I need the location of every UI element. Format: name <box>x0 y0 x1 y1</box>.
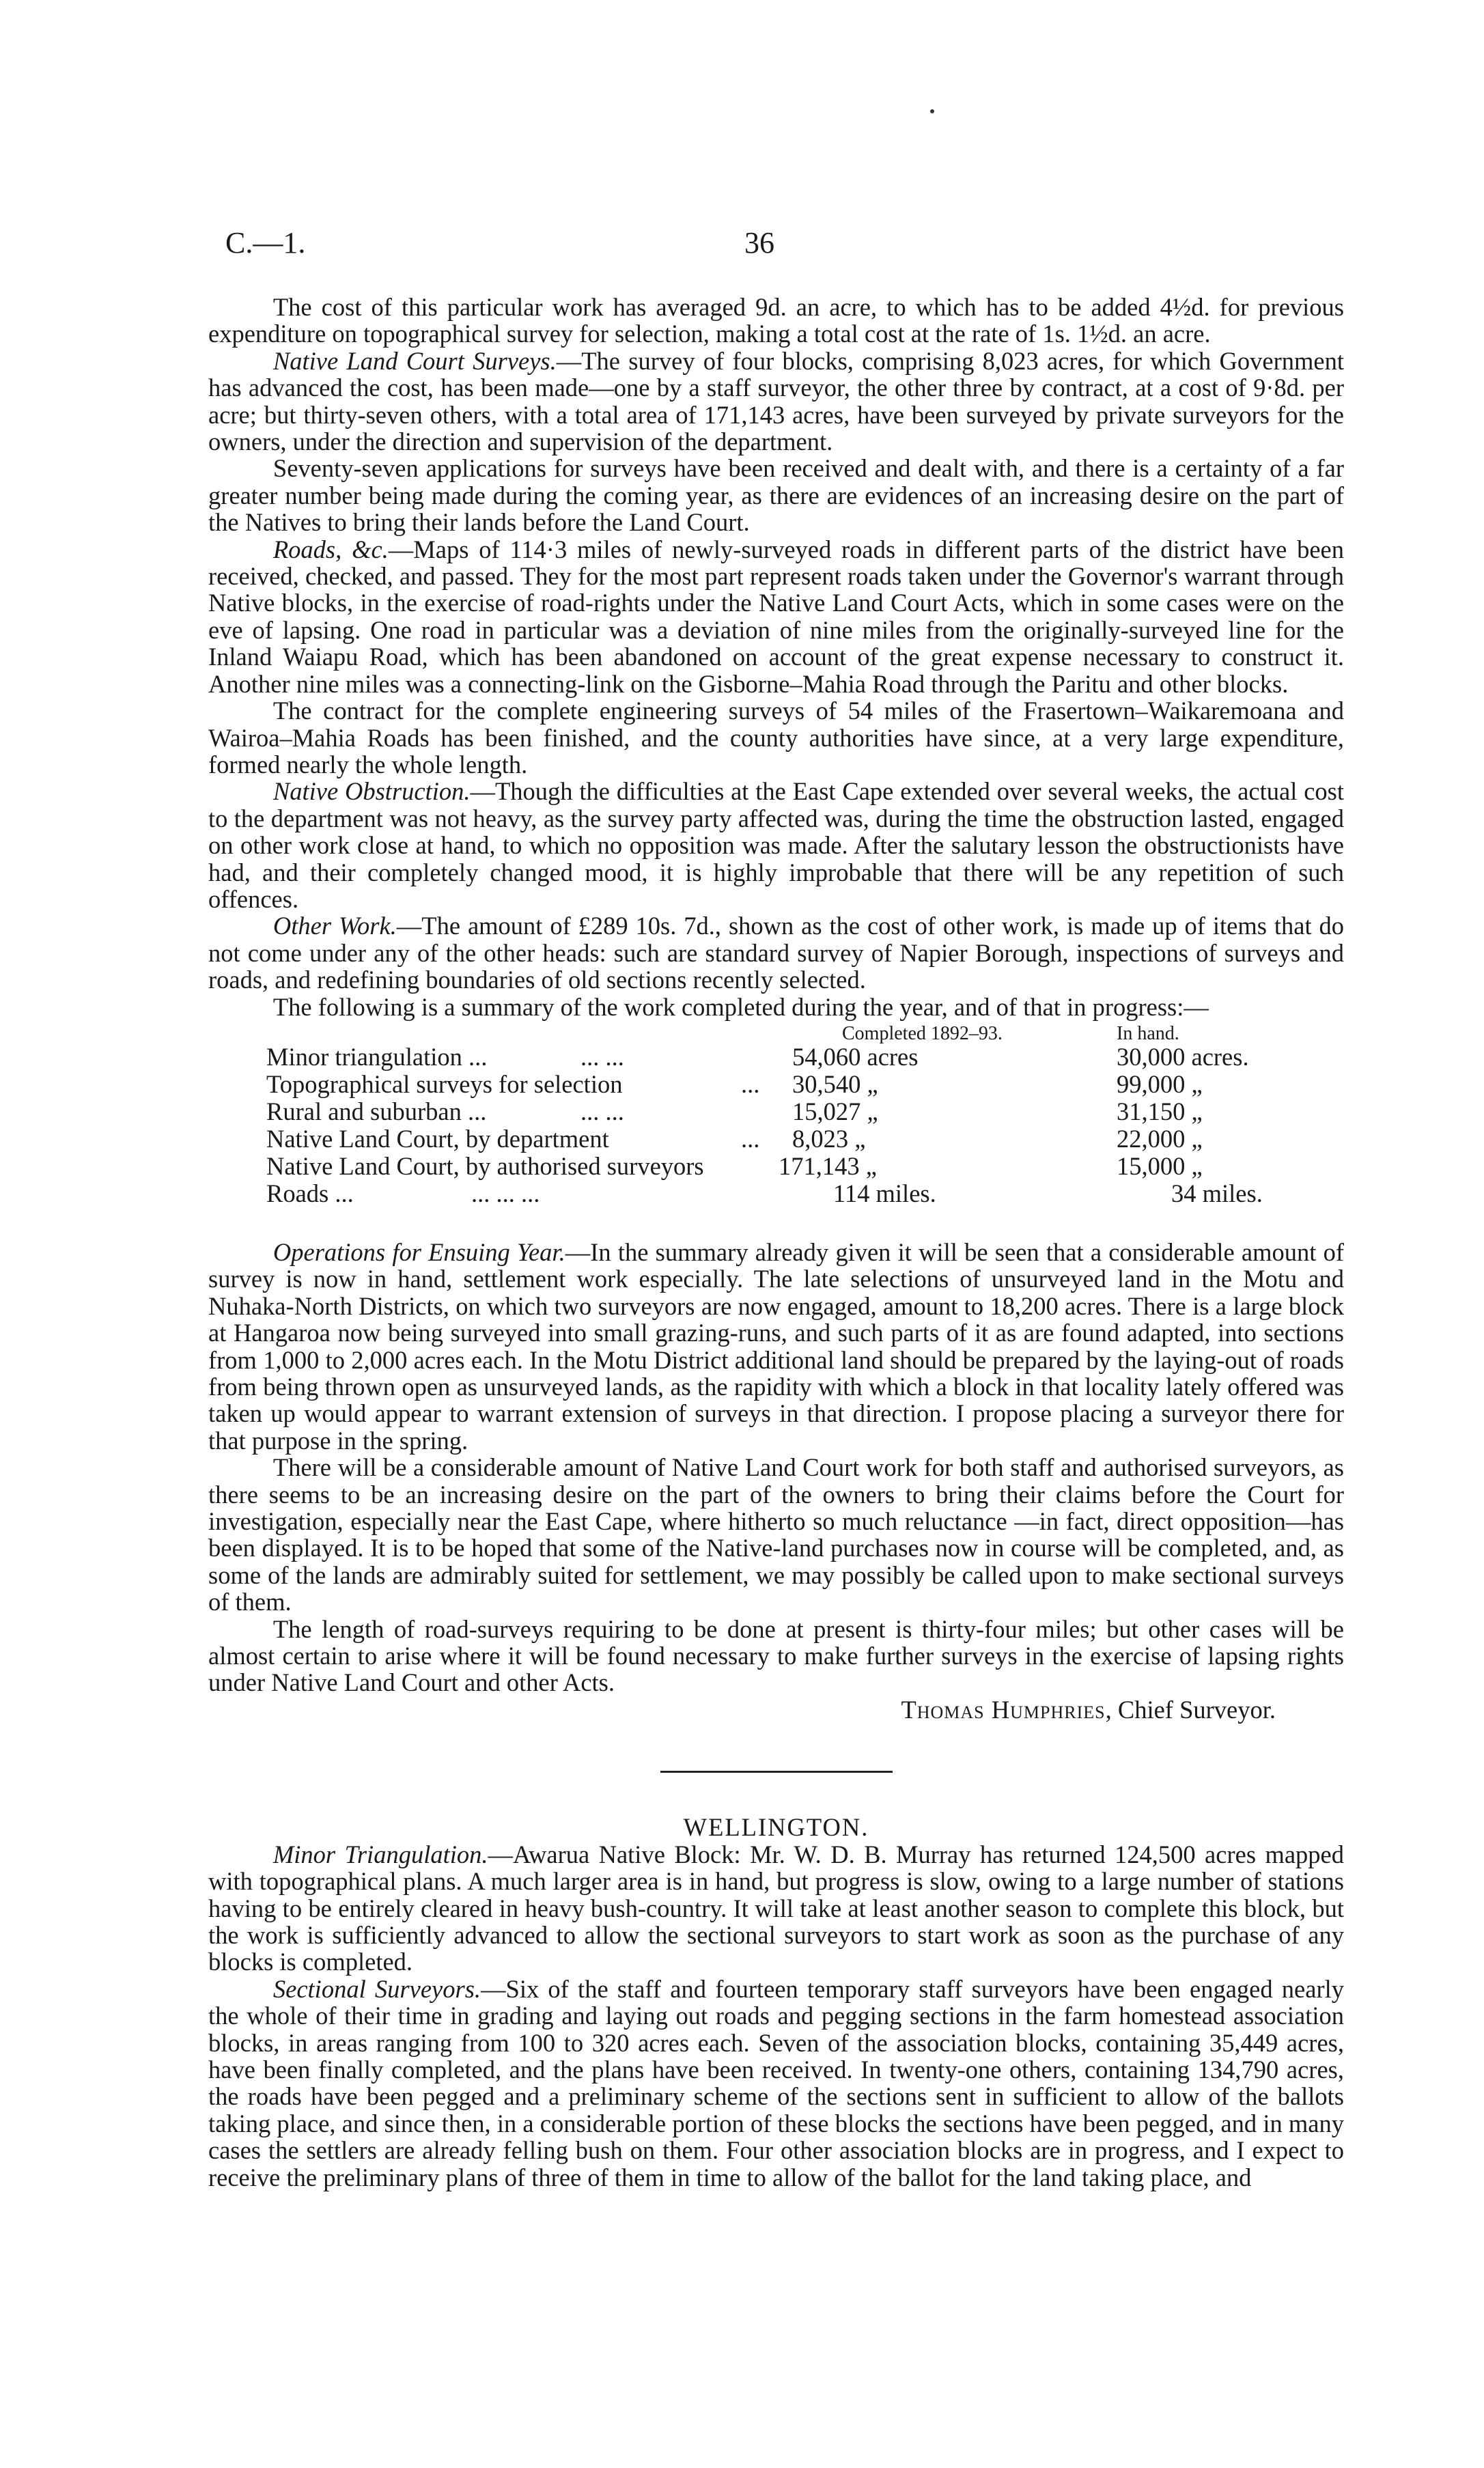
table-row <box>266 1180 1344 1207</box>
paragraph-text: —The survey of four blocks, comprising 8,023 acres, for which Government has advanced the cost, has been made—one by a staff surveyor, the other three by contract, at a cost of 9·8d. per acre; but thirty-seven others, with a total area of 171,143 acres, have been surveyed by private surveyors for the owners, under the direction and supervision of the department. <box>208 346 1344 456</box>
completed-value: 114 miles. <box>833 1179 936 1207</box>
completed-value: 15,027 „ <box>792 1097 878 1125</box>
row-label: Roads ... <box>266 1179 354 1207</box>
paragraph-heading: Roads, &c. <box>272 535 389 563</box>
column-header-in-hand: In hand. <box>1117 1022 1179 1044</box>
paragraph <box>208 348 1344 455</box>
paragraph-text: —Maps of 114·3 miles of newly-surveyed roads in different parts of the district have been received, checked, and passed. They for the most part represent roads taken under the Governor's warrant through Native blocks, in the exercise of road-rights under the Native Land Court Acts, which in some cases were on the eve of lapsing. One road in particular was a deviation of nine miles from the originally-surveyed line for the Inland Waiapu Road, which has been abandoned on account of the great expense necessary to construct it. Another nine miles was a connecting-link on the Gisborne–Mahia Road through the Paritu and other blocks. <box>208 535 1344 698</box>
table-row <box>266 1071 1344 1098</box>
row-label: Native Land Court, by authorised surveyors <box>266 1151 704 1180</box>
document-body <box>208 294 1344 2191</box>
in-hand-value: 15,000 „ <box>1117 1151 1203 1180</box>
completed-value: 30,540 „ <box>792 1069 878 1098</box>
leader-dots: ... <box>741 1124 760 1153</box>
paragraph-text: —Awarua Native Block: Mr. W. D. B. Murray has returned 124,500 acres mapped with topographical plans. A much larger area is in hand, but progress is slow, owing to a large number of stations having to be entirely cleared in heavy bush-country. It will take at least another season to complete this block, but the work is sufficiently advanced to allow the sectional surveyors to start work as soon as the purchase of any blocks is completed. <box>208 1840 1344 1976</box>
in-hand-value: 22,000 „ <box>1117 1124 1203 1153</box>
paragraph: The following is a summary of the work completed during the year, and of that in progress:— <box>272 992 1209 1021</box>
leader-dots: ... ... ... <box>471 1179 540 1207</box>
in-hand-value: 31,150 „ <box>1117 1097 1203 1125</box>
row-label: Rural and suburban ... <box>266 1097 487 1125</box>
paragraph-heading: Other Work. <box>272 912 397 940</box>
ink-speck <box>930 109 934 113</box>
table-row <box>266 1098 1344 1125</box>
table-row <box>266 1153 1344 1180</box>
in-hand-value: 30,000 acres. <box>1117 1042 1249 1071</box>
leader-dots: ... <box>741 1069 760 1098</box>
paragraph: The length of road-surveys requiring to be done at present is thirty-four miles; but other cases will be almost certain to arise where it will be found necessary to make further surveys in the exercise of lapsing rights under Native Land Court and other Acts. <box>208 1614 1344 1697</box>
signature-line <box>208 1696 1344 1723</box>
completed-value: 171,143 „ <box>779 1151 877 1180</box>
section-divider <box>660 1771 893 1773</box>
in-hand-value: 34 miles. <box>1171 1179 1263 1207</box>
section-title: WELLINGTON. <box>683 1813 869 1842</box>
summary-table <box>208 1020 1344 1239</box>
in-hand-value: 99,000 „ <box>1117 1069 1203 1098</box>
completed-value: 54,060 acres <box>792 1042 919 1071</box>
row-label: Native Land Court, by department <box>266 1124 609 1153</box>
paragraph-heading: Sectional Surveyors. <box>272 1974 481 2003</box>
signature-name: Thomas Humphries <box>901 1695 1106 1724</box>
leader-dots: ... ... <box>580 1042 624 1071</box>
paragraph <box>208 1841 1344 1976</box>
paragraph: The cost of this particular work has averaged 9d. an acre, to which has to be added 4½d. for previous expenditure on topographical survey for selection, making a total cost at the rate of 1s. 1½d. an acre. <box>208 293 1344 348</box>
paragraph-text: —In the summary already given it will be seen that a considerable amount of survey is now in hand, settlement work especially. The late selections of unsurveyed land in the Motu and Nuhaka-North Districts, on which two surveyors are now engaged, amount to 18,200 acres. There is a large block at Hangaroa now being surveyed into small grazing-runs, and such parts of it as are found adapted, into sections from 1,000 to 2,000 acres each. In the Motu District additional land should be prepared by the laying-out of roads from being thrown open as unsurveyed lands, as the rapidity with which a block in that locality lately offered was taken up would appear to warrant extension of surveys in that direction. I propose placing a surveyor there for that purpose in the spring. <box>208 1237 1344 1455</box>
table-row <box>266 1043 1344 1071</box>
paragraph: The contract for the complete engineering surveys of 54 miles of the Frasertown–Waikaremoana and Wairoa–Mahia Roads has been finished, and the county authorities have since, at a very large expenditure, formed nearly the whole length. <box>208 697 1344 779</box>
row-label: Minor triangulation ... <box>266 1042 488 1071</box>
leader-dots: ... ... <box>580 1097 624 1125</box>
paragraph-text: —Though the difficulties at the East Cape extended over several weeks, the actual cost to the department was not heavy, as the survey party affected was, during the time the obstruction lasted, engaged on other work close at hand, to which no opposition was made. After the salutary lesson the obstructionists have had, and their completely changed mood, it is highly improbable that there will be any repetition of such offences. <box>208 777 1344 913</box>
document-reference: C.—1. <box>225 226 306 260</box>
paragraph-text: —Six of the staff and fourteen temporary staff surveyors have been engaged nearly the whole of their time in grading and laying out roads and pegging sections in the farm homestead association blocks, in areas ranging from 100 to 320 acres each. Seven of the association blocks, containing 35,449 acres, have been finally completed, and the plans have been received. In twenty-one others, containing 134,790 acres, the roads have been pegged and a preliminary scheme of the sections sent in sufficient to allow of the ballots taking place, and since then, in a considerable portion of these blocks the sections have been pegged, and in many cases the settlers are already felling bush on them. Four other association blocks are in progress, and I expect to receive the preliminary plans of three of them in time to allow of the ballot for the land taking place, and <box>208 1974 1345 2191</box>
paragraph <box>208 778 1344 912</box>
paragraph <box>208 536 1344 697</box>
page-header <box>0 225 1484 273</box>
signature-title: , Chief Surveyor. <box>1105 1695 1276 1724</box>
paragraph-heading: Native Land Court Surveys. <box>272 346 557 375</box>
paragraph-heading: Native Obstruction. <box>272 777 471 806</box>
page-number: 36 <box>744 226 774 260</box>
paragraph-text: —The amount of £289 10s. 7d., shown as the cost of other work, is made up of items that do not come under any of the other heads: such are standard survey of Napier Borough, inspections of surveys and roads, and redefining boundaries of old sections recently selected. <box>208 912 1344 994</box>
paragraph: Seventy-seven applications for surveys have been received and dealt with, and there is a certainty of a far greater number being made during the coming year, as there are evidences of an increasing desire on the part of the Natives to bring their lands before the Land Court. <box>208 454 1344 537</box>
column-header-completed: Completed 1892–93. <box>842 1022 1003 1044</box>
row-label: Topographical surveys for selection <box>266 1069 623 1098</box>
paragraph <box>208 912 1344 993</box>
paragraph-heading: Operations for Ensuing Year. <box>272 1237 565 1266</box>
paragraph <box>208 1976 1344 2191</box>
completed-value: 8,023 „ <box>792 1124 866 1153</box>
paragraph <box>208 1239 1344 1454</box>
paragraph-heading: Minor Triangulation. <box>272 1840 488 1868</box>
paragraph: There will be a considerable amount of Native Land Court work for both staff and authorised surveyors, as there seems to be an increasing desire on the part of the owners to bring their claims before the Court for investigation, especially near the East Cape, where hitherto so much reluctance —in fact, direct opposition—has been displayed. It is to be hoped that some of the Native-land purchases now in course will be completed, and, as some of the lands are admirably suited for settlement, we may possibly be called upon to make sectional surveys of them. <box>208 1453 1344 1616</box>
table-row <box>266 1125 1344 1153</box>
